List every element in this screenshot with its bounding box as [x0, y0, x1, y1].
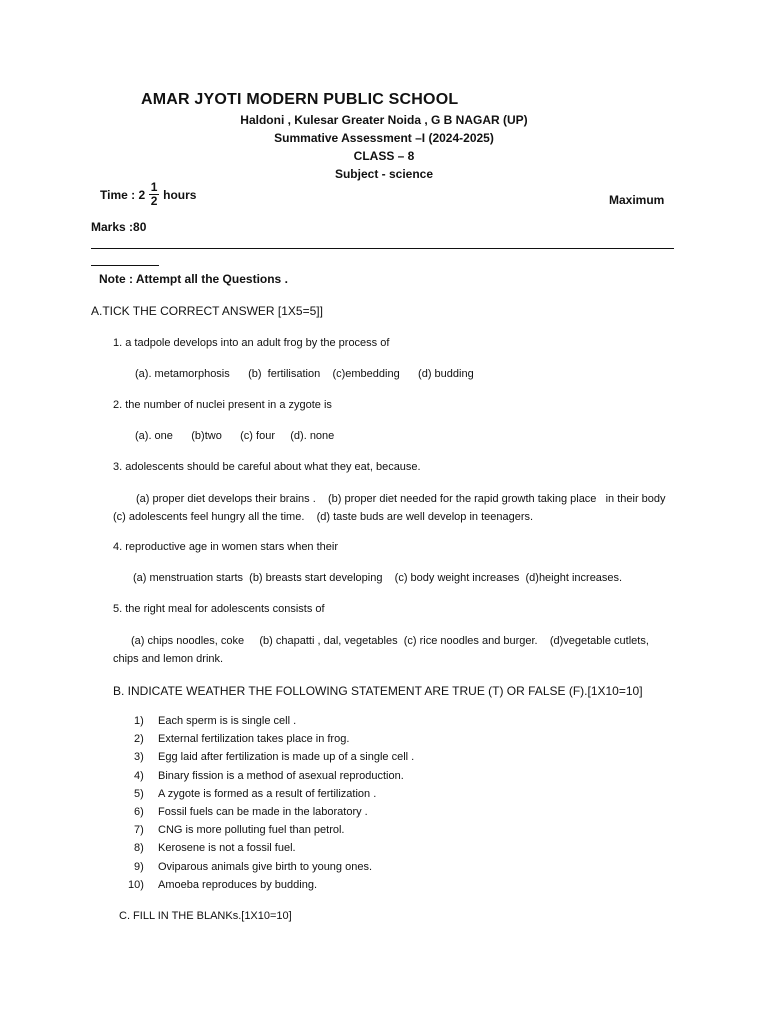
question-1-options: (a). metamorphosis (b) fertilisation (c)embedding (d) budding — [135, 368, 474, 380]
question-2: 2. the number of nuclei present in a zygote is — [113, 399, 332, 411]
question-1: 1. a tadpole develops into an adult frog by the process of — [113, 337, 390, 349]
section-b-title: B. INDICATE WEATHER THE FOLLOWING STATEMENT ARE TRUE (T) OR FALSE (F).[1X10=10] — [113, 684, 643, 698]
list-item: 4) Binary fission is a method of asexual reproduction. — [134, 769, 404, 782]
marks-label: Marks :80 — [91, 220, 147, 234]
list-item: 1) Each sperm is is single cell . — [134, 715, 297, 727]
list-item: 6) Fossil fuels can be made in the laboratory . — [134, 805, 368, 818]
section-a-title: A.TICK THE CORRECT ANSWER [1X5=5]] — [91, 304, 323, 318]
time-line — [100, 181, 196, 208]
fraction-denominator: 2 — [150, 194, 158, 208]
list-item: 9) Oviparous animals give birth to young ones. — [134, 860, 373, 873]
question-2-options: (a). one (b)two (c) four (d). none — [135, 430, 335, 442]
instructions-note: Note : Attempt all the Questions . — [99, 272, 288, 286]
list-item: 8) Kerosene is not a fossil fuel. — [134, 842, 296, 855]
maximum-label: Maximum — [609, 193, 665, 207]
time-prefix: Time : 2 — [100, 187, 146, 202]
time-suffix: hours — [163, 187, 197, 202]
school-name: AMAR JYOTI MODERN PUBLIC SCHOOL — [141, 91, 459, 108]
list-item: 3) Egg laid after fertilization is made up of a single cell . — [134, 751, 415, 764]
list-item: 2) External fertilization takes place in frog. — [134, 733, 350, 746]
list-item: 5) A zygote is formed as a result of fertilization . — [134, 787, 377, 800]
true-false-list — [128, 715, 415, 897]
question-5: 5. the right meal for adolescents consists of — [113, 603, 325, 615]
section-c-title: C. FILL IN THE BLANKs.[1X10=10] — [119, 910, 292, 922]
question-3: 3. adolescents should be careful about what they eat, because. — [113, 461, 421, 473]
fraction-numerator: 1 — [150, 180, 158, 194]
question-4-options: (a) menstruation starts (b) breasts start developing (c) body weight increases (d)height increases. — [133, 572, 623, 584]
subject-label: Subject - science — [334, 167, 434, 181]
list-item: 10) Amoeba reproduces by budding. — [128, 878, 317, 891]
time-fraction — [149, 181, 159, 208]
divider-line — [91, 248, 674, 249]
question-3-options: (a) proper diet develops their brains . (b) proper diet needed for the rapid growth taking place in their body (c) adolescents feel hungry all the time. (d) taste buds are well develop in teenagers. — [113, 493, 678, 523]
class-label: CLASS – 8 — [353, 149, 415, 163]
question-5-options: (a) chips noodles, coke (b) chapatti , dal, vegetables (c) rice noodles and burger. (d)vegetable cutlets, chips and lemon drink. — [113, 635, 652, 665]
divider-line-short — [91, 265, 159, 266]
question-4: 4. reproductive age in women stars when their — [113, 541, 339, 553]
assessment-title: Summative Assessment –I (2024-2025) — [274, 131, 494, 145]
school-address: Haldoni , Kulesar Greater Noida , G B NAGAR (UP) — [240, 113, 528, 127]
list-item: 7) CNG is more polluting fuel than petrol. — [134, 824, 345, 837]
